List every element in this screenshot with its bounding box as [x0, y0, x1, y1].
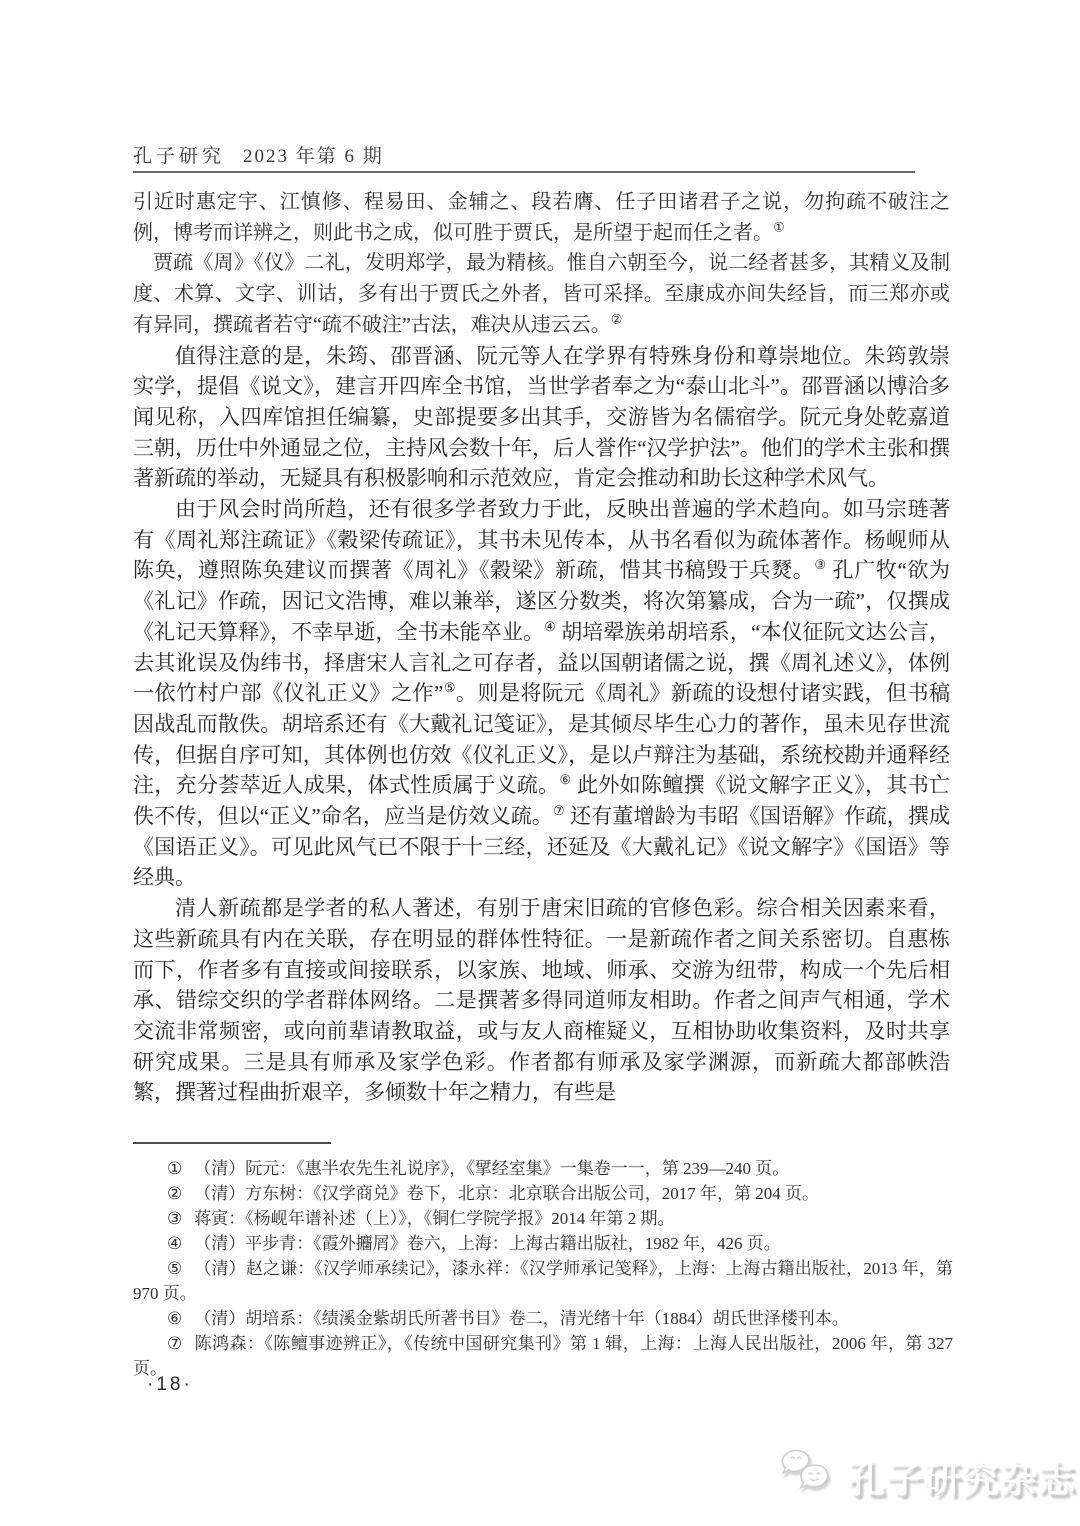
footnote-marker: ⑦ — [167, 1334, 183, 1353]
footnote-ref: ⑥ — [559, 772, 572, 788]
footnote-item — [133, 1306, 953, 1331]
footnote-ref: ③ — [814, 557, 827, 573]
footnote-marker: ⑥ — [167, 1309, 183, 1328]
journal-title: 孔子研究 — [133, 146, 226, 167]
footnote-item — [133, 1331, 953, 1381]
footnote-marker: ② — [167, 1184, 183, 1203]
footnote-marker: ⑤ — [167, 1259, 183, 1278]
footnote-marker: ④ — [167, 1234, 183, 1253]
footnote-item — [133, 1181, 953, 1206]
footnote-ref: ① — [773, 219, 785, 235]
wechat-bubbles-icon — [778, 1447, 838, 1504]
footnotes-block — [133, 1156, 953, 1381]
page-number: ·18· — [147, 1374, 193, 1395]
block-quote-1: 引近时惠定宇、江慎修、程易田、金辅之、段若膺、任子田诸君子之说，勿拘疏不破注之例，博考而详辨之，则此书之成，似可胜于贾氏，是所望于起而任之者。① — [133, 191, 950, 244]
footnote-ref: ④ — [544, 618, 556, 634]
footnote-ref: ⑦ — [552, 803, 565, 819]
paragraph-3: 清人新疏都是学者的私人著述，有别于唐宋旧疏的官修色彩。综合相关因素来看，这些新疏具有内在关联，存在明显的群体性特征。一是新疏作者之间关系密切。自惠栋而下，作者多有直接或间接联系，以家族、地域、师承、交游为纽带，构成一个先后相承、错综交织的学者群体网络。二是撰著多得同道师友相助。作者之间声气相通，学术交流非常频密，或向前辈请教取益，或与友人商榷疑义，互相协助收集资料，及时共享研究成果。三是具有师承及家学色彩。作者都有师承及家学渊源，而新疏大都部帙浩繁，撰著过程曲折艰辛，多倾数十年之精力，有些是 — [133, 896, 950, 1105]
footnote-marker: ③ — [167, 1209, 183, 1228]
block-quote-2: 贾疏《周》《仪》二礼，发明郑学，最为精核。惟自六朝至今，说二经者甚多，其精义及制度、术算、文字、训诂，多有出于贾氏之外者，皆可采择。至康成亦间失经旨，而三郑亦或有异同，撰疏者若守“疏不破注”古法，难决从违云云。② — [133, 252, 950, 336]
footnote-item — [133, 1256, 953, 1306]
footnote-separator — [133, 1142, 331, 1144]
footnote-text: （清）平步青：《霞外攟屑》卷六，上海：上海古籍出版社，1982 年，426 页。 — [194, 1234, 781, 1253]
footnote-item — [133, 1231, 953, 1256]
issue-label: 2023 年第 6 期 — [243, 146, 384, 167]
footnote-text: 陈鸿森：《陈鳣事迹辨正》，《传统中国研究集刊》第 1 辑，上海：上海人民出版社，2006 年，第 327 页。 — [133, 1334, 953, 1378]
footnote-text: （清）方东树：《汉学商兑》卷下，北京：北京联合出版公司，2017 年，第 204 页。 — [194, 1184, 819, 1203]
running-header — [133, 141, 384, 168]
body-text — [133, 187, 950, 1108]
footnote-text: 蒋寅：《杨岘年谱补述（上）》，《铜仁学院学报》2014 年第 2 期。 — [194, 1209, 675, 1228]
footnote-ref: ⑤ — [443, 680, 456, 696]
footnote-item — [133, 1156, 953, 1181]
paragraph-1: 值得注意的是，朱筠、邵晋涵、阮元等人在学界有特殊身份和尊崇地位。朱筠敦崇实学，提倡《说文》，建言开四库全书馆，当世学者奉之为“泰山北斗”。邵晋涵以博洽多闻见称，入四库馆担任编纂，史部提要多出其手，交游皆为名儒宿学。阮元身处乾嘉道三朝，历仕中外通显之位，主持风会数十年，后人誉作“汉学护法”。他们的学术主张和撰著新疏的举动，无疑具有积极影响和示范效应，肯定会推动和助长这种学术风气。 — [133, 343, 950, 491]
footnote-text: （清）胡培系：《绩溪金紫胡氏所著书目》卷二，清光绪十年（1884）胡氏世泽楼刊本。 — [194, 1309, 849, 1328]
publisher-watermark — [778, 1447, 1076, 1504]
footnote-item — [133, 1206, 953, 1231]
footnote-text: （清）赵之谦：《汉学师承续记》，漆永祥：《汉学师承记笺释》，上海：上海古籍出版社，2013 年，第 970 页。 — [133, 1259, 953, 1303]
footnote-ref: ② — [610, 311, 623, 327]
footnote-text: （清）阮元：《惠半农先生礼说序》，《揅经室集》一集卷一一，第 239—240 页。 — [194, 1159, 790, 1178]
watermark-label: 孔子研究杂志 — [848, 1458, 1076, 1500]
header-rule — [133, 171, 915, 173]
paragraph-2: 由于风会时尚所趋，还有很多学者致力于此，反映出普遍的学术趋向。如马宗琏著有《周礼郑注疏证》《穀梁传疏证》，其书未见传本，从书名看似为疏体著作。杨岘师从陈奂，遵照陈奂建议而撰著《周礼》《穀梁》新疏，惜其书稿毁于兵燹。③ 孔广牧“欲为《礼记》作疏，因记文浩博，难以兼举，遂区分数类，将次第纂成，合为一疏”，仅撰成《礼记天算释》，不幸早逝，全书未能卒业。④ 胡培翚族弟胡培系，“本仪征阮文达公言，去其讹误及伪纬书，择唐宋人言礼之可存者，益以国朝诸儒之说，撰《周礼述义》，体例一依竹村户部《仪礼正义》之作”⑤。则是将阮元《周礼》新疏的设想付诸实践，但书稿因战乱而散佚。胡培系还有《大戴礼记笺证》，是其倾尽毕生心力的著作，虽未见存世流传，但据自序可知，其体例也仿效《仪礼正义》，是以卢辩注为基础，系统校勘并通释经注，充分荟萃近人成果，体式性质属于义疏。⑥ 此外如陈鳣撰《说文解字正义》，其书亡佚不传，但以“正义”命名，应当是仿效义疏。⑦ 还有董增龄为韦昭《国语解》作疏，撰成《国语正义》。可见此风气已不限于十三经，还延及《大戴礼记》《说文解字》《国语》等经典。 — [133, 497, 951, 890]
footnote-marker: ① — [167, 1159, 183, 1178]
